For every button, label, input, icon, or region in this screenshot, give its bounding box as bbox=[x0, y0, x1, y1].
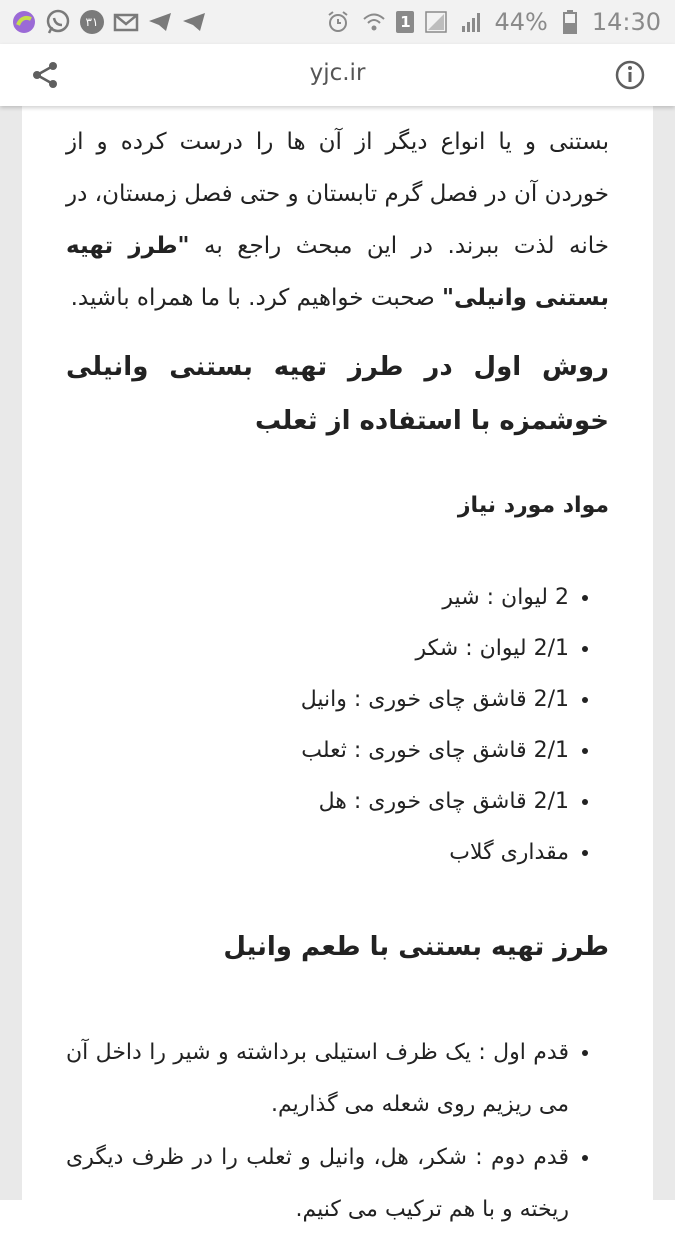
ingredients-list bbox=[66, 572, 609, 878]
list-item: • 2/1 قاشق چای خوری : ثعلب bbox=[66, 725, 569, 776]
notification-icons bbox=[10, 6, 208, 38]
list-item: • 2/1 قاشق چای خوری : وانیل bbox=[66, 674, 569, 725]
intro-paragraph: بستنی و یا انواع دیگر از آن ها را درست کرده و از خوردن آن در فصل گرم تابستان و حتی فصل زمستان، در خانه لذت ببرند. در این مبحث راجع به "طرز تهیه بستنی وانیلی" صحبت خواهیم کرد. با ما همراه باشید. bbox=[66, 129, 610, 311]
browser-toolbar bbox=[0, 44, 675, 106]
status-bar bbox=[0, 0, 675, 44]
badge-31-icon: ۳۱ bbox=[78, 8, 106, 36]
whatsapp-icon bbox=[44, 8, 72, 36]
url-text[interactable]: yjc.ir bbox=[309, 60, 366, 86]
app-icon bbox=[10, 8, 38, 36]
article-content bbox=[66, 106, 609, 1236]
mail-icon bbox=[112, 8, 140, 36]
signal-empty-icon bbox=[422, 8, 450, 36]
clock: 14:30 bbox=[591, 8, 661, 36]
telegram-icon bbox=[146, 8, 174, 36]
list-item: • 2/1 قاشق چای خوری : هل bbox=[66, 776, 569, 827]
battery-icon bbox=[556, 8, 584, 36]
sim1-icon: 1 bbox=[396, 11, 414, 33]
intro-bold-text: "طرز تهیه بستنی وانیلی" bbox=[66, 233, 609, 311]
heading-recipe: طرز تهیه بستنی با طعم وانیل bbox=[223, 932, 609, 962]
battery-percent: 44% bbox=[494, 8, 548, 36]
list-item: • 2/1 لیوان : شکر bbox=[66, 623, 569, 674]
page-background bbox=[0, 106, 675, 1222]
system-icons bbox=[324, 6, 661, 38]
heading-method: روش اول در طرز تهیه بستنی وانیلی خوشمزه با استفاده از ثعلب bbox=[66, 352, 609, 436]
list-item: • قدم اول : یک ظرف استیلی برداشته و شیر را داخل آن می ریزیم روی شعله می گذاریم. bbox=[66, 1026, 569, 1131]
list-item: • قدم دوم : شکر، هل، وانیل و ثعلب را در ظرف دیگری ریخته و با هم ترکیب می کنیم. bbox=[66, 1131, 569, 1236]
info-icon[interactable] bbox=[613, 58, 647, 92]
alarm-icon bbox=[324, 8, 352, 36]
article-card bbox=[22, 106, 653, 1222]
list-item: • 2 لیوان : شیر bbox=[66, 572, 569, 623]
wifi-icon bbox=[360, 8, 388, 36]
signal-icon bbox=[458, 8, 486, 36]
heading-ingredients: مواد مورد نیاز bbox=[457, 493, 609, 518]
steps-list bbox=[66, 1026, 609, 1236]
list-item: • مقداری گلاب bbox=[66, 827, 569, 878]
telegram-icon bbox=[180, 8, 208, 36]
